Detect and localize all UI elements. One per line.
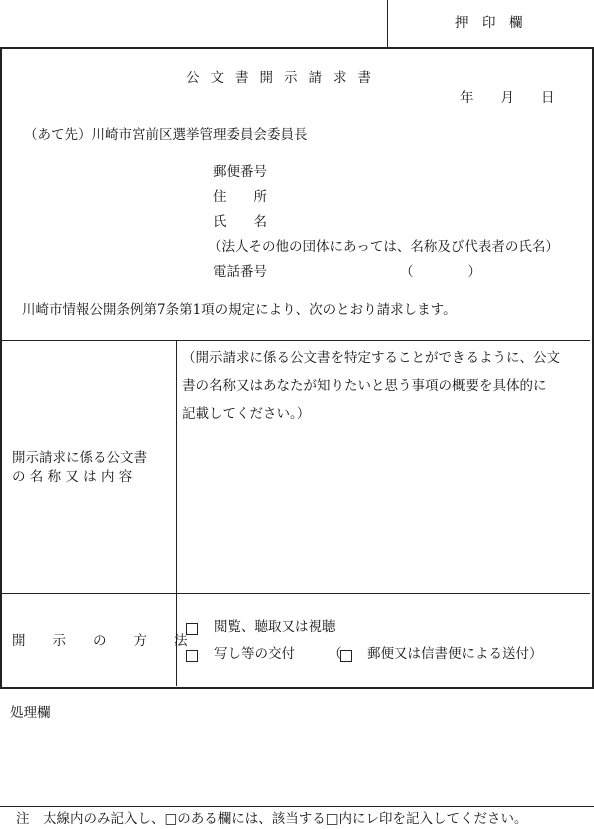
doc-content-field[interactable]	[180, 430, 585, 590]
request-statement: 川崎市情報公開条例第7条第1項の規定により、次のとおり請求します。	[22, 302, 457, 318]
date-line: 年 月 日	[460, 90, 555, 106]
address-label: 住 所	[213, 189, 267, 205]
name-field[interactable]	[285, 212, 565, 232]
name-label: 氏 名	[213, 214, 267, 230]
seal-box-left-border	[387, 0, 388, 47]
seal-label: 押 印 欄	[455, 15, 523, 31]
postal-code-field[interactable]	[285, 162, 565, 182]
suboption-prefix: （	[328, 646, 342, 662]
option-inspect[interactable]	[186, 619, 198, 638]
processing-label: 処理欄	[10, 705, 51, 721]
footer-note: 注 太線内のみ記入し、□のある欄には、該当する□内にレ印を記入してください。	[16, 811, 528, 827]
option-inspect-label: 閲覧、聴取又は視聴	[214, 619, 336, 635]
processing-bottom-line	[0, 806, 594, 807]
postal-code-label: 郵便番号	[213, 164, 267, 180]
checkbox-icon[interactable]	[186, 623, 198, 635]
form-title: 公文書開示請求書	[186, 70, 382, 86]
checkbox-icon[interactable]	[340, 650, 352, 662]
address-field[interactable]	[285, 187, 565, 207]
option-copy[interactable]	[186, 646, 198, 665]
corporation-note: （法人その他の団体にあっては、名称及び代表者の氏名）	[208, 239, 559, 255]
suboption-mail[interactable]	[340, 646, 352, 665]
phone-parens[interactable]: （ ）	[400, 264, 481, 280]
option-copy-label: 写し等の交付	[214, 646, 295, 662]
addressee: （あて先）川崎市宮前区選挙管理委員会委員長	[24, 127, 308, 143]
method-label: 開 示 の 方 法	[12, 633, 188, 649]
doc-instruction-2: 書の名称又はあなたが知りたいと思う事項の概要を具体的に	[182, 378, 547, 394]
checkbox-icon[interactable]	[186, 650, 198, 662]
suboption-mail-label: 郵便又は信書便による送付）	[367, 646, 543, 662]
divider-method-section	[2, 593, 590, 594]
divider-doc-section	[2, 340, 590, 341]
doc-label-line1: 開示請求に係る公文書	[12, 450, 147, 466]
doc-label-line2: の 名 称 又 は 内 容	[12, 469, 133, 485]
phone-label: 電話番号	[213, 264, 267, 280]
doc-instruction-1: （開示請求に係る公文書を特定することができるように、公文	[182, 350, 560, 366]
doc-instruction-3: 記載してください。）	[182, 406, 311, 422]
